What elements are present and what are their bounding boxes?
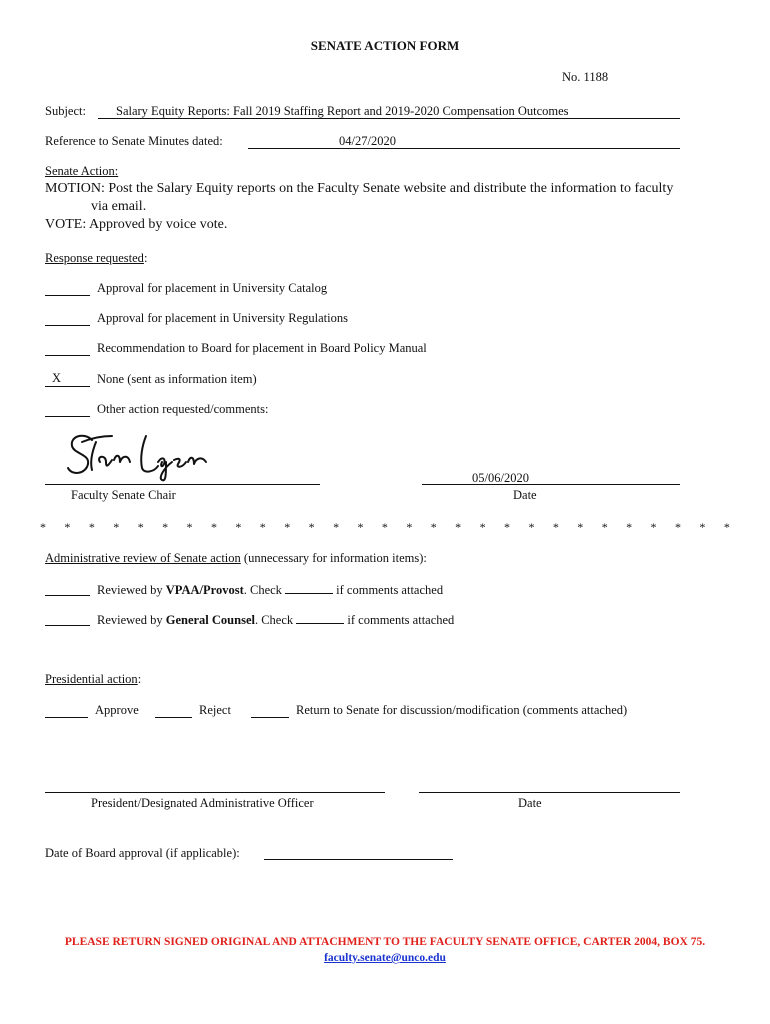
presidential-heading: Presidential action: xyxy=(45,672,142,686)
motion-line-2: via email. xyxy=(91,199,147,214)
star-divider: * * * * * * * * * * * * * * * * * * * * * * * * * * * * * xyxy=(40,520,730,534)
reference-value[interactable]: 04/27/2020 xyxy=(339,134,396,148)
reference-label: Reference to Senate Minutes dated: xyxy=(45,134,223,148)
chair-label: Faculty Senate Chair xyxy=(71,488,176,502)
reject-label: Reject xyxy=(199,703,231,717)
vote-line: VOTE: Approved by voice vote. xyxy=(45,217,228,232)
response-checkbox-5[interactable] xyxy=(45,416,90,417)
board-approval-line[interactable] xyxy=(264,859,453,860)
reference-underline xyxy=(248,148,680,149)
provost-comments-checkbox[interactable] xyxy=(285,581,333,594)
subject-value[interactable]: Salary Equity Reports: Fall 2019 Staffing Report and 2019-2020 Compensation Outcomes xyxy=(116,104,569,118)
board-approval-label: Date of Board approval (if applicable): xyxy=(45,846,240,860)
chair-signature-image xyxy=(62,428,222,482)
return-checkbox[interactable] xyxy=(251,717,289,718)
response-option-5: Other action requested/comments: xyxy=(97,402,269,416)
response-checkbox-1[interactable] xyxy=(45,295,90,296)
return-label: Return to Senate for discussion/modification (comments attached) xyxy=(296,703,628,717)
response-option-1: Approval for placement in University Catalog xyxy=(97,281,328,295)
admin-review-heading: Administrative review of Senate action (unnecessary for information items): xyxy=(45,551,427,565)
response-heading: Response requested: xyxy=(45,251,148,265)
officer-date-label: Date xyxy=(518,796,542,810)
response-checkbox-2[interactable] xyxy=(45,325,90,326)
response-checkbox-3[interactable] xyxy=(45,355,90,356)
response-mark-4: X xyxy=(52,371,62,385)
return-notice: PLEASE RETURN SIGNED ORIGINAL AND ATTACHMENT TO THE FACULTY SENATE OFFICE, CARTER 2004, BOX 75. xyxy=(64,936,706,948)
officer-label: President/Designated Administrative Officer xyxy=(91,796,314,810)
chair-date-value[interactable]: 05/06/2020 xyxy=(472,471,529,485)
approve-label: Approve xyxy=(95,703,139,717)
counsel-comments-checkbox[interactable] xyxy=(296,611,344,624)
form-number: No. 1188 xyxy=(562,70,609,84)
provost-review-text: Reviewed by VPAA/Provost. Check if comments attached xyxy=(97,583,444,597)
officer-date-line[interactable] xyxy=(419,792,680,793)
subject-label: Subject: xyxy=(45,104,86,118)
chair-signature-line[interactable] xyxy=(45,484,320,485)
counsel-review-text: Reviewed by General Counsel. Check if comments attached xyxy=(97,613,455,627)
senate-email-link[interactable]: faculty.senate@unco.edu xyxy=(324,952,446,964)
chair-date-label: Date xyxy=(513,488,537,502)
chair-date-line xyxy=(422,484,680,485)
reject-checkbox[interactable] xyxy=(155,717,192,718)
response-checkbox-4[interactable] xyxy=(45,386,90,387)
senate-action-heading: Senate Action: xyxy=(45,164,119,178)
motion-line-1: MOTION: Post the Salary Equity reports on the Faculty Senate website and distribute the information to faculty xyxy=(45,181,674,196)
response-option-2: Approval for placement in University Regulations xyxy=(97,311,348,325)
counsel-review-checkbox[interactable] xyxy=(45,625,90,626)
response-option-3: Recommendation to Board for placement in Board Policy Manual xyxy=(97,341,427,355)
officer-signature-line[interactable] xyxy=(45,792,385,793)
provost-review-checkbox[interactable] xyxy=(45,595,90,596)
form-title: SENATE ACTION FORM xyxy=(310,38,460,53)
response-option-4: None (sent as information item) xyxy=(97,372,257,386)
approve-checkbox[interactable] xyxy=(45,717,88,718)
